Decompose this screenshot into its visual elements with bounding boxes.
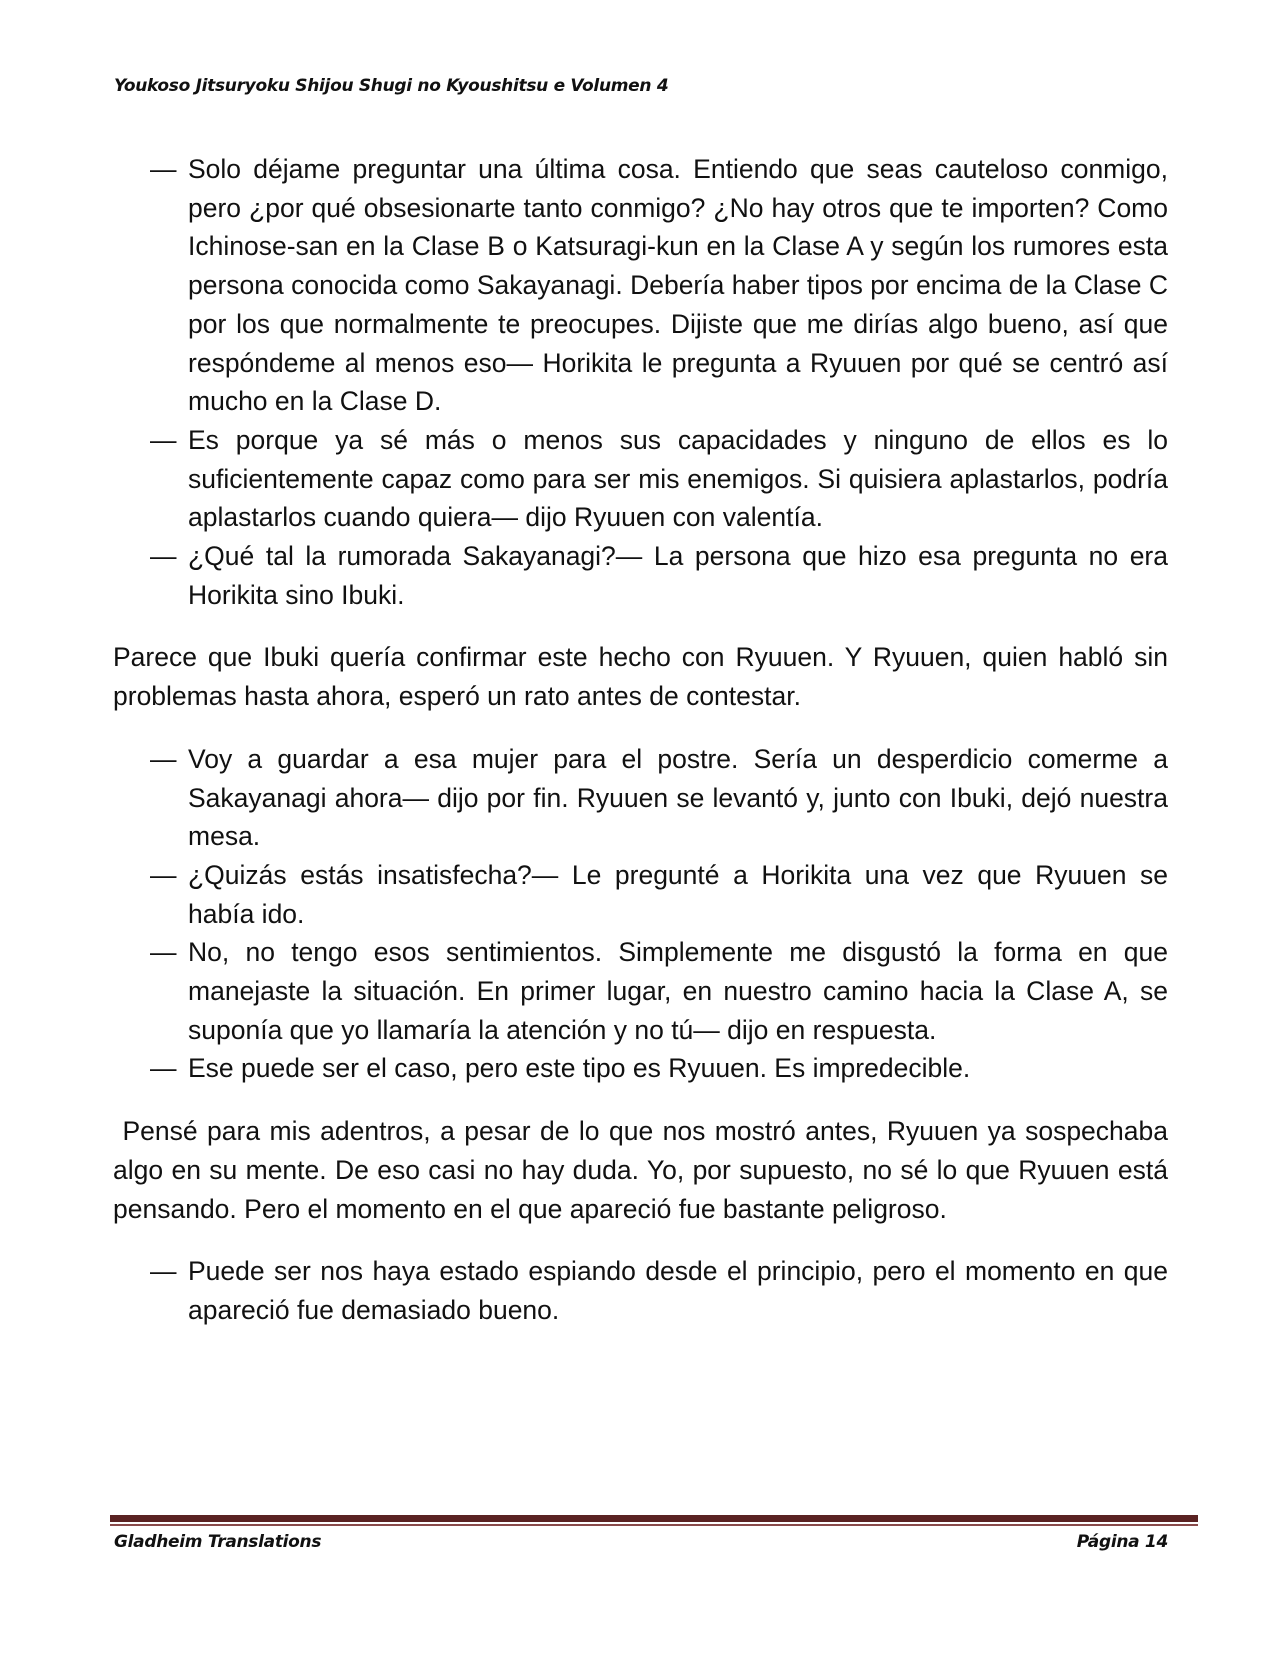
dialogue-dash: — — [150, 424, 177, 455]
dialogue-text: ¿Qué tal la rumorada Sakayanagi?— La persona que hizo esa pregunta no era Horikita sino Ibuki. — [188, 541, 1168, 610]
dialogue-dash: — — [150, 937, 177, 968]
dialogue-text: Puede ser nos haya estado espiando desde el principio, pero el momento en que apareció fue demasiado bueno. — [188, 1256, 1168, 1325]
dialogue-line — [113, 150, 1168, 421]
running-header: Youkoso Jitsuryoku Shijou Shugi no Kyoushitsu e Volumen 4 — [114, 76, 669, 96]
dialogue-line — [113, 933, 1168, 1049]
spacer — [113, 716, 1168, 740]
dialogue-text: Voy a guardar a esa mujer para el postre. Sería un desperdicio comerme a Sakayanagi ahora— dijo por fin. Ryuuen se levantó y, junto con Ibuki, dejó nuestra mesa. — [188, 743, 1168, 852]
footer-divider — [110, 1515, 1198, 1526]
dialogue-line — [113, 856, 1168, 933]
dialogue-line — [113, 740, 1168, 856]
spacer — [113, 1228, 1168, 1252]
dialogue-text: Ese puede ser el caso, pero este tipo es Ryuuen. Es impredecible. — [188, 1053, 971, 1084]
dialogue-dash: — — [150, 743, 177, 774]
spacer — [113, 1088, 1168, 1112]
dialogue-line — [113, 421, 1168, 537]
dialogue-line — [113, 1049, 1168, 1088]
page-number: Página 14 — [1076, 1532, 1168, 1552]
dialogue-text: No, no tengo esos sentimientos. Simplemente me disgustó la forma en que manejaste la situación. En primer lugar, en nuestro camino hacia la Clase A, se suponía que yo llamaría la atención y no tú— dijo en respuesta. — [188, 937, 1168, 1045]
dialogue-dash: — — [150, 541, 177, 572]
dialogue-text: ¿Quizás estás insatisfecha?— Le pregunté a Horikita una vez que Ryuuen se había ido. — [188, 859, 1168, 929]
dialogue-text: Es porque ya sé más o menos sus capacidades y ninguno de ellos es lo suficientemente capaz como para ser mis enemigos. Si quisiera aplastarlos, podría aplastarlos cuando quiera— dijo Ryuuen con valentía. — [188, 424, 1168, 533]
dialogue-dash: — — [150, 1053, 177, 1084]
spacer — [113, 614, 1168, 638]
dialogue-dash: — — [150, 859, 177, 890]
dialogue-line — [113, 1252, 1168, 1329]
dialogue-dash: — — [150, 1256, 177, 1287]
footer-credit: Gladheim Translations — [114, 1532, 322, 1552]
dialogue-text: Solo déjame preguntar una última cosa. Entiendo que seas cauteloso conmigo, pero ¿por qué obsesionarte tanto conmigo? ¿No hay otros que te importen? Como Ichinose-san en la Clase B o Katsuragi-kun en la Clase A y según los rumores esta persona conocida como Sakayanagi. Debería haber tipos por encima de la Clase C por los que normalmente te preocupes. Dijiste que me dirías algo bueno, así que respóndeme al menos eso— Horikita le pregunta a Ryuuen por qué se centró así mucho en la Clase D. — [188, 154, 1168, 417]
narration-paragraph: Parece que Ibuki quería confirmar este hecho con Ryuuen. Y Ryuuen, quien habló sin problemas hasta ahora, esperó un rato antes de contestar. — [113, 642, 1168, 712]
dialogue-dash: — — [150, 154, 177, 184]
footer-divider-thin — [110, 1524, 1198, 1526]
footer-divider-thick — [110, 1515, 1198, 1522]
dialogue-line — [113, 537, 1168, 614]
narration-paragraph: Pensé para mis adentros, a pesar de lo que nos mostró antes, Ryuuen ya sospechaba algo en su mente. De eso casi no hay duda. Yo, por supuesto, no sé lo que Ryuuen está pensando. Pero el momento en el que apareció fue bastante peligroso. — [113, 1116, 1176, 1224]
page-body — [113, 150, 1176, 1330]
